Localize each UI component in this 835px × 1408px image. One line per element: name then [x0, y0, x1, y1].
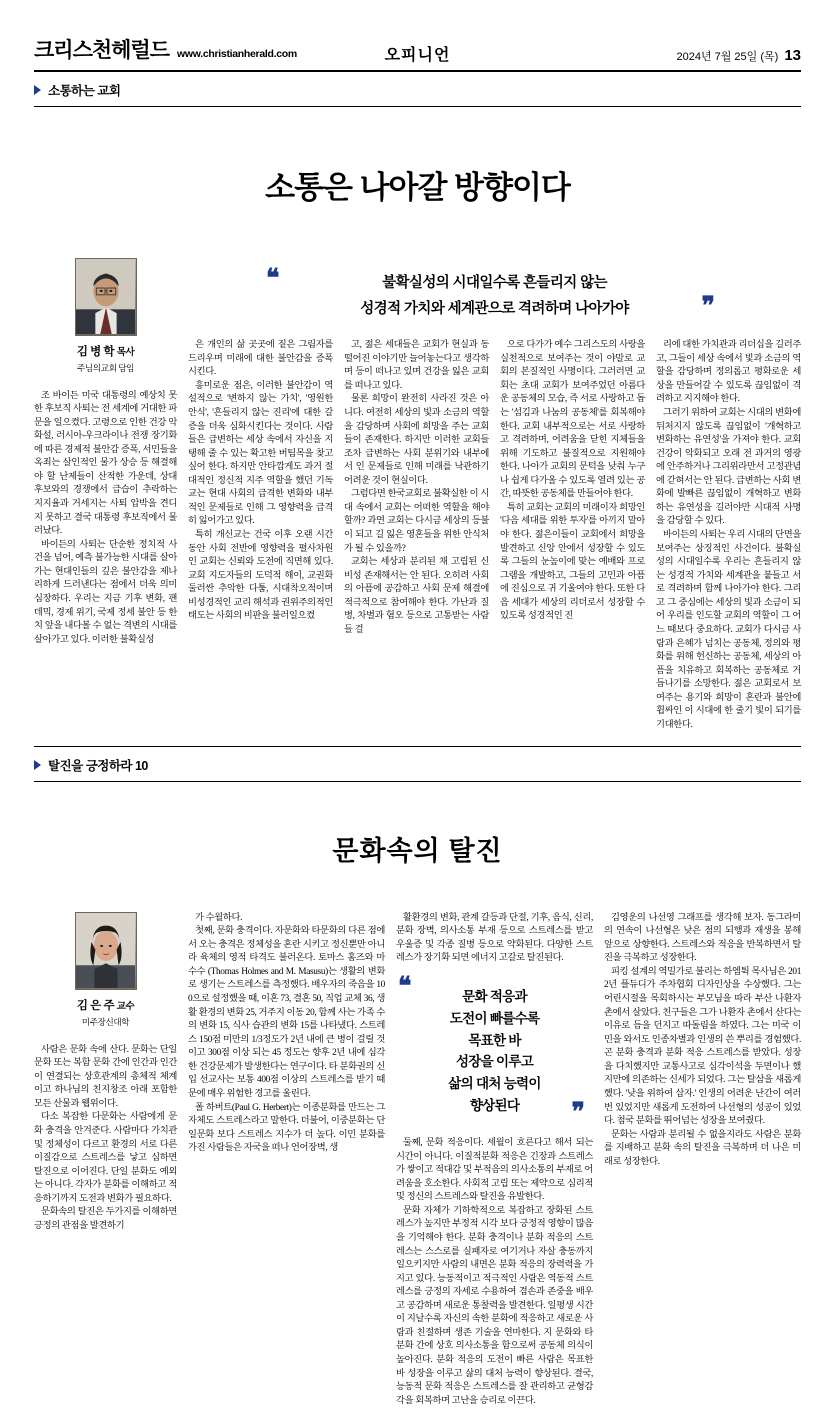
article2-pullquote — [396, 974, 593, 1129]
pullquote-line: 성장을 이루고 — [455, 1054, 534, 1070]
paragraph: 흥미로운 점은, 이러한 불안감이 역설적으로 '변하지 않는 가치', '영원한 안식', '흔들리지 않는 진리'에 대한 갈증을 더욱 심화시킨다는 것이다. 사람들은 급변하는 세상 속에서 자신을 지탱해 줄 수 있는 확고한 버팀목을 찾고 싶어 한다. 하지만 안타깝게도 과거 절대적인 정신적 지주 역할을 했던 기독교는 현대 사회의 급격한 변화와 내부적인 문제들로 인해 그 영향력을 급격히 잃어가고 있다. — [188, 380, 333, 527]
paragraph: 피킹 설계의 역밀가로 불리는 하엠튁 목사님은 2012년 플듀디가 주차협회 디자인상을 수상했다. 그는 어린시절을 목회하시는 부모님을 따라 부산 나환자촌에서 살았다. 친구들은 그가 나환자 촌에서 산다는 이유로 듬을 던지고 따돌림을 하였다. 그는 미국 이민을 와서도 인종차별과 인생의 쓴 뿌리를 경험했다. 곤 분화 충격과 분화 적응 스트레스를 받았다. 성장을 다치했지만 교통사고로 심각이석을 두면이나 했지만에 의존하는 신세가 되었다. 그는 탈삼을 새롭게 했다. '낮을 위하여 삽자.' 인생의 어려운 난간이 여러 번 있었지만 새롭게 도전하여 나선형의 성공이 있었다. 첨국 분화를 뛰어넘는 성장을 보여줬다. — [604, 966, 801, 1127]
paper-name: 크리스천헤럴드 — [34, 39, 170, 62]
pullquote-line: 도전이 빠를수록 — [449, 1010, 540, 1026]
paragraph: 바이든의 사퇴는 우리 시대의 단면을 보여주는 상징적인 사건이다. 불확실성의 시대일수록 우리는 흔들리지 않는 성경적 가치와 세계관을 붙들고 서로 격려하며 함께 나아가야 한다. 그리고 그 중심에는 세상의 빛과 소금이 되어 우리를 인도할 교회의 역할이 그 어느 때보다 중요하다. 교회가 다시금 사람과 은혜가 넘치는 공동체, 정의와 평화를 위해 헌신하는 공동체, 세상의 아픔을 치유하고 회복하는 공동체로 거듭나기를 소망한다. 젊은 교회로서 보여주는 용기와 희망이 혼란과 불안에 휩싸인 이 시대에 한 줄기 빛이 되기를 기대한다. — [656, 530, 801, 730]
article1-col2 — [188, 339, 333, 732]
avatar — [75, 912, 137, 990]
paragraph: 활환경의 변화, 관계 갈등과 단절, 기후, 음식, 신리, 분화 장벽, 의사소통 부재 등으로 스트레스를 받고 우울증 및 각종 질병 등으로 약화된다. 다양한 스트레스가 장기화 되면 에너지 고갈로 탈진된다. — [396, 912, 593, 964]
article1-col5 — [656, 339, 801, 732]
paragraph: 가 수월하다. — [195, 912, 243, 923]
author-role: 목사 — [116, 346, 135, 358]
pullquote-line: 목표한 바 — [468, 1032, 521, 1048]
masthead-wrapper — [34, 0, 801, 72]
paragraph: 물론 희망이 완전히 사라진 것은 아니다. 여전히 세상의 빛과 소금의 역할을 감당하며 사회에 희망을 주는 교회들이 존재한다. 하지만 이러한 교회들조차 급변하는 사회 분위기와 내부에서 인 문제들로 인해 미래를 낙관하기 어려운 것이 현실이다. — [344, 394, 489, 486]
article2-col4 — [604, 912, 801, 1408]
paragraph: 교회는 세상과 분리된 채 고립된 신비성 존재해서는 안 된다. 오히려 사회의 아픔에 공감하고 사회 문제 해결에 적극적으로 참여해야 한다. 가난과 질병, 차별과 혐오 등으로 고통받는 사람들 걸 — [344, 557, 489, 635]
article1-kicker — [34, 72, 801, 107]
paragraph: 특히 교회는 교회의 미래이자 희망인 '다음 세대를 위한 투자'를 아끼지 말아야 한다. 젊은이들이 교회에서 희망을 발견하고 신앙 안에서 성장할 수 있도록 그들의 눈높이에 맞는 예배와 프로그램을 개발하고, 그들의 고민과 아픔에 진심으로 귀 기울여야 한다. 또한 다음 세대가 세상의 리더로서 성장할 수 있도록 성경적인 진 — [500, 502, 645, 622]
article2-headline: 문화속의 탈진 — [332, 835, 503, 866]
paragraph: 다소 복잡한 다문화는 사람에게 문화 충격을 안겨준다. 사람마다 가치관 및 정체성이 다르고 환경의 서로 다른 이질감으로 스트레스를 낳고 심하면 탈진으로 이어진다. 단일 분화도 예외는 아니다. 각자가 분화를 이해하고 적응하기까지 도전과 변화가 필요하다. — [34, 1112, 177, 1204]
author-name: 김 병 학 목사 — [76, 345, 135, 358]
paragraph: 둘째, 문화 적응이다. 세월이 흐른다고 해서 되는 시간이 아니다. 이질적분화 적응은 긴장과 스트레스가 쌓이고 적대감 및 부적음의 의사소통의 부재로 어려움을 호소한다. 사회적 고립 또는 제약으로 심리적 및 정신의 스트레스와 탈진을 유발한다. — [396, 1138, 593, 1203]
paragraph: 문화속의 탈진은 두가지를 이해하면 긍정의 관점을 발견하기 — [34, 1207, 177, 1231]
paragraph: 김영운의 나선영 그래프를 생각해 보자. 동그라미의 연속이 나선형은 낮은 점의 되행과 재생을 봉해 앞으로 상향한다. 스트레스와 적응을 반복하면서 탈진을 극복하고 성장한다. — [604, 912, 801, 964]
avatar — [75, 258, 137, 336]
paragraph: 으로 다가가 예수 그리스도의 사랑을 실천적으로 보여주는 것이 야말로 교회의 본질적인 사명이다. 그러러면 교회는 초대 교회가 보여주었던 아름다운 공동체의 모습, 즉 서로 사랑하고 돕는 '섬김과 나눔의 공동체'를 회복해야 한다. 교회 내부적으로는 서로 사랑하고 격려하며, 어려움을 닫힌 지체들을 위해 기도하고 불질적으로 지원해야 한다. 나아가 교회의 문턱을 낮춰 누구나 쉽게 다가올 수 있도록 열려 있는 공간, 따뜻한 공동체를 만들어야 한다. — [500, 340, 645, 500]
triangle-bullet-icon — [34, 760, 41, 770]
article1-pullquote — [188, 258, 801, 340]
pullquote-line: 불확실성의 시대일수록 흔들리지 않는 — [382, 274, 607, 291]
quote-open-icon: ❝ — [266, 264, 280, 292]
article2-col1-text — [34, 1044, 177, 1234]
pullquote-line: 삶의 대처 능력이 — [448, 1076, 541, 1092]
article2-col2 — [188, 912, 385, 1408]
triangle-bullet-icon — [34, 85, 41, 95]
article2-kicker — [34, 747, 801, 782]
paragraph: 폴 하버트(Paul G. Herbert)는 이종분화를 만드는 그 자체도 스트레스라고 말한다. 더불어, 이중분화는 단일문화 보다 스트레스 지수가 더 높다. 이민 분화를 가진 사람들은 자국을 떠나 언어장벽, 생 — [188, 1102, 385, 1154]
page-number: 13 — [784, 47, 801, 64]
paragraph: 은 개인의 삶 곳곳에 짙은 그림자를 드리우며 미래에 대한 불안감을 증폭시킨다. — [188, 340, 333, 378]
paragraph: 첫째, 문화 충격이다. 자문화와 타문화의 다른 점에서 오는 충격은 정체성을 혼란 시키고 정신뿐만 아니라 육체의 영적 타격도 불러온다. 토마스 홈즈와 마수수 (Thomas Holmes and M. Masusu)는 생활의 변화로 생기는 스트레스를 측정했다. 배우자의 죽음을 100으로 설정했을 때, 이혼 73, 결혼 50, 직업 교체 36, 생활 환경의 변화 25, 거주지 이동 20, 함께 사는 가족 수의 변화 15, 식사 습관의 변화 15를 나타냈다. 스트레스 150점 미만의 1/3정도가 2년 내에 큰 병이 걸릴 것이고 300점 이상 되는 45 정도는 향후 2년 내에 심각한 건강문제가 발생한다는 연구이다. 타 분화권의 신입 선교사는 보통 400점 이상의 스트레스를 받기 때문에 매우 위험한 경고를 울린다. — [188, 926, 385, 1099]
quote-open-icon: ❝ — [398, 972, 412, 1000]
portrait-illustration-icon — [76, 913, 136, 988]
publication-date: 2024년 7월 25일 (목) — [676, 51, 779, 63]
quote-close-icon: ❞ — [571, 1099, 585, 1127]
paragraph: 사람은 문화 속에 산다. 문화는 단일 문화 또는 복함 문화 간에 인간과 인간이 연결되는 상호관계의 총체적 체계이고 하나님의 친지창조 아래 포함한 모든 산물과 웹위이다. — [34, 1044, 177, 1109]
paragraph: 문화는 사람과 분리될 수 없을지라도 사람은 분화를 지배하고 분화 속의 탈진을 극복하며 더 나은 미래로 성장한다. — [604, 1129, 801, 1167]
paragraph: 바이든의 사퇴는 단순한 정치적 사건을 넘어, 예측 불가능한 시대를 살아가는 현대인들의 깊은 불안감을 제나리하게 드러낸다는 점에서 더욱 의미심장하다. 우리는 지금 기후 변화, 팬데믹, 경제 위기, 국제 정세 불안 등 한 치 앞을 내다볼 수 없는 격변의 시대를 살아가고 있다. 이러한 불확실성 — [34, 539, 177, 645]
article2-author-column — [34, 912, 177, 1408]
pullquote-line: 성경적 가치와 세계관으로 격려하며 나아가야 — [360, 301, 629, 318]
article1-col3 — [344, 339, 489, 732]
paragraph: 조 바이든 미국 대통령의 예상치 못한 후보직 사퇴는 전 세계에 거대한 파문을 일으켰다. 고령으로 인한 건강 악화설, 러시아-우크라이나 전쟁 장기화에 따른 경제적 불안감 증폭, 서민들을 옥죄는 살인적인 물가 상승 등 해결해야 할 난제들이 산적한 가운데, 상대 후보와의 경쟁에서 급습이 추락하는 지지율과 거세지는 사퇴 압박을 견디지 못하고 결국 대통령 후보직에서 물러났다. — [34, 390, 177, 537]
article2-kicker-label: 탈진을 긍정하라 10 — [48, 759, 148, 774]
author-card — [34, 258, 177, 374]
author-affiliation: 미주장신대학 — [81, 1016, 130, 1027]
author-role: 교수 — [116, 1000, 135, 1012]
paragraph: 고, 젊은 세대들은 교회가 현실과 동떨어진 이야기만 늘어놓는다고 생각하며 등이 떠나고 있며 건강을 잃은 교회를 떠나고 있다. — [344, 340, 489, 391]
paragraph: 리에 대한 가치관과 리더십을 길러주고, 그들이 세상 속에서 빛과 소금의 역할을 감당하며 정의롭고 평화로운 세상을 만들어갈 수 있도록 끊임없이 격려하고 지지해야 한다. — [656, 340, 801, 405]
article2-col3 — [396, 912, 593, 1408]
paragraph: 문화 자체가 기하학적으로 복잡하고 장화된 스트레스가 높지만 부정적 시각 보다 긍정적 영향이 많음을 기억해야 한다. 분화 충격이나 분화 적응의 스트레스는 스스로를 실패자로 여기거나 자살 충동까지 일으키지만 사람의 내면은 분화 적응의 장력력을 가지고 있다. 능동적이고 적극적인 사람은 역동적 스트레스를 긍정의 자세로 수용하여 겸손과 존중을 배우고 공감하며 새로운 통찰력을 발견한다. 일평생 시간이 지날수록 자신의 속한 분화에 적응하고 새로운 사람과 친절하며 생존 기술을 연마한다. 지 문화와 타 분화 간에 상호 의사소통을 함으로써 공동체 의식이 높아진다. 분화 적응의 도전이 빠른 사람은 목표한 바 성장을 이루고 삶의 대처 능력이 향상된다. 결국, 능동적 문화 적응은 스트레스를 잘 관리하고 균형감각을 회복하며 고난을 승리로 이끈다. — [396, 1205, 593, 1406]
article1-kicker-label: 소통하는 교회 — [48, 84, 121, 98]
paper-url[interactable]: www.christianherald.com — [177, 48, 297, 60]
article2-body — [34, 912, 801, 1408]
paragraph: 특히 개신교는 건국 이후 오랜 시간 동안 사회 전반에 영향력을 펼사차원인 교회는 신뢰와 도전에 직면해 있다. 교회 지도자들의 도덕적 해이, 교권화 둘러싼 추악한 다툼, 시대착오적이며 비성경적인 교리 해석과 권위주의적인 태도는 사회의 비판을 불러일으켰 — [188, 530, 333, 622]
paragraph: 그러기 위하여 교회는 시대의 변화에 뒤처지지 않도록 끊임없이 '개혁하고 변화하는 유연성'을 가져야 한다. 교회 건강이 악화되고 오래 전 과거의 영광에 안주하거나 그리위라만서 고정관념에 갇혀서는 안 된다. 급변하는 사회 변화에 발빠른 끊임없이 개혁하고 변화하는 유연성을 길러야만 시대적 사명을 감당할 수 있다. — [656, 407, 801, 527]
article1-headline: 소통은 나아갈 방향이다 — [265, 169, 570, 205]
portrait-illustration-icon — [76, 259, 136, 334]
paragraph: 그럼다면 한국교회로 불확실한 이 시대 속에서 교회는 어떠한 역할을 해야 할까? 과연 교회는 다시금 세상의 등불이 되고 길 잃은 영혼들을 위한 안식처가 될 수 있을까? — [344, 489, 489, 554]
author-affiliation: 주님의교회 담임 — [76, 362, 135, 373]
pullquote-line: 문화 적응과 — [462, 988, 527, 1004]
section-title: 오피니언 — [384, 47, 451, 64]
article1-col1-text — [34, 390, 177, 648]
article1-author-column — [34, 258, 177, 733]
pullquote-line: 향상된다 — [469, 1098, 520, 1114]
quote-close-icon: ❞ — [701, 293, 715, 321]
author-card — [34, 912, 177, 1028]
author-name: 김 은 주 교수 — [76, 999, 135, 1012]
article1-body — [34, 258, 801, 733]
article1-col4 — [500, 339, 645, 732]
